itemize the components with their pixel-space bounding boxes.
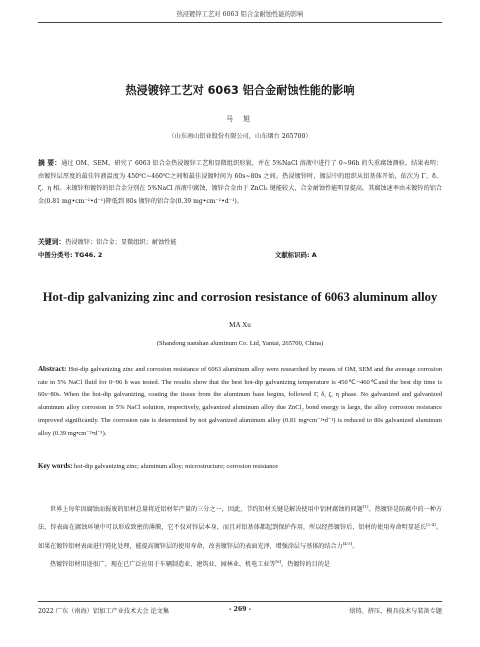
chinese-abstract — [38, 157, 442, 208]
body-paragraph-1 — [38, 501, 442, 556]
body-text-run: 世界上每年因腐蚀而报废的铝材总量将近铝材年产量的三分之一，因此，节约铝材关键是解决使用中铝材腐蚀的问题 — [50, 506, 363, 513]
chinese-abstract-text: 通过 OM、SEM，研究了 6063 铝合金热浸镀锌工艺和显微组织形貌，并在 5%NaCl 溶液中进行了 0~96h 的失重腐蚀测验。结果表明：由镀锌层厚度的最佳锌液温度为 450℃~460℃之间和最佳浸镀时间为 60s~80s 之间。热浸镀锌时，镀层中的组织从铝基体开始，依次为 Γ、δ、ζ、η 相。未镀锌和镀锌的铝合金分别在 5%NaCl 溶液中腐蚀，镀锌合金由于 ZnCl₂ 键能较大，合金耐蚀性能明显提高。其腐蚀速率由未镀锌的铝合金(0.81 mg•cm⁻²•d⁻¹)降低到 80s 镀锌的铝合金(0.39 mg•cm⁻²•d⁻¹)。 — [38, 160, 442, 205]
body-text-run: 热镀锌铝材用途很广，现在已广泛应用于车辆制造业、建筑业、园林业、机电工业等 — [50, 560, 276, 568]
chinese-keywords-label: 关键词： — [38, 238, 66, 246]
english-abstract-text: Hot-dip galvanizing zinc and corrosion resistance of 6063 aluminum alloy were researched by means of OM, SEM and the average corrosion rate in 5% NaCl fluid for 0~96 h was tested. The results show that the best hot-dip galvanizing temperature is 450℃~460℃and the best dip time is 60s~80s. When the hot-dip galvanizing, coating the tissue from the aluminum base begins, followed Γ, δ, ζ, η phase. No galvanized and galvanized aluminum alloy corrosion in 5% NaCl solution, respectively, galvanized aluminum alloy due ZnCl₂ bond energy is large, the alloy corrosion resistance improved significantly. The corrosion rate is determined by not galvanized aluminum alloy (0.81 mg•cm⁻²•d⁻¹) is reduced to 80s galvanized aluminum alloy (0.39 mg•cm⁻²•d⁻¹). — [38, 366, 442, 437]
body-text-run: 。如果在镀锌铝材表面进行钝化处理，能提高镀锌层的使用寿命，改善镀锌层的表面光泽，增强涂层与基体的结合力 — [38, 524, 443, 550]
page-number: - 269 - — [228, 606, 252, 613]
footer-section: 熔铸、挤压、模具技术与装备专题 — [349, 608, 442, 615]
english-keywords-text: hot-dip galvanizing zinc; aluminum alloy; microstructure; corrosion resistance — [72, 463, 279, 470]
body-paragraph-2 — [38, 556, 442, 574]
english-author: MA Xu — [229, 321, 251, 329]
running-header: 热浸镀锌工艺对 6063 铝合金耐蚀性能的影响 — [176, 11, 304, 18]
citation: [2-4] — [426, 522, 436, 528]
chinese-affiliation: （山东南山铝业股份有限公司，山东烟台 265700） — [168, 133, 312, 140]
english-title: Hot-dip galvanizing zinc and corrosion resistance of 6063 aluminum alloy — [42, 290, 438, 304]
body-text — [38, 501, 442, 574]
citation: [1] — [362, 504, 369, 509]
chinese-keywords-text: 热浸镀锌；铝合金；显微组织；耐蚀性能 — [65, 239, 177, 246]
chinese-abstract-label: 摘 要： — [38, 159, 62, 167]
english-abstract — [38, 363, 442, 440]
chinese-keywords — [38, 236, 442, 246]
english-keywords-label: Key words: — [38, 462, 73, 470]
class-number: 中图分类号: TG46. 2 — [38, 251, 103, 259]
classification-line — [38, 250, 442, 259]
citation: [6] — [275, 558, 282, 564]
document-code: 文献标识码: A — [275, 251, 317, 259]
english-abstract-label: Abstract: — [38, 365, 67, 373]
page-footer — [38, 606, 442, 616]
citation: [4-5] — [342, 540, 353, 546]
footer-proceedings: 2022 广东（南海）铝加工产业技术大会 论文集 — [38, 608, 170, 615]
english-affiliation: (Shandong nanshan aluminum Co. Ltd, Yantai, 265700, China) — [156, 340, 324, 347]
footer-rule — [38, 601, 442, 602]
body-text-run: 。热镀锌是防腐中的一种方法，锌表面在腐蚀环境中可以形成致密的薄膜，它不仅对锌层本身，而且对铝基体都起到保护作用，所以经热镀锌后，铝材的使用寿命明显延长 — [38, 506, 443, 532]
body-text-run: 。 — [352, 542, 359, 550]
chinese-title: 热浸镀锌工艺对 6063 铝合金耐蚀性能的影响 — [125, 84, 355, 97]
chinese-author: 马 旭 — [226, 115, 254, 123]
english-keywords — [38, 462, 442, 470]
header-rule — [38, 22, 442, 23]
body-text-run: 。热镀锌的目的是 — [281, 560, 330, 568]
